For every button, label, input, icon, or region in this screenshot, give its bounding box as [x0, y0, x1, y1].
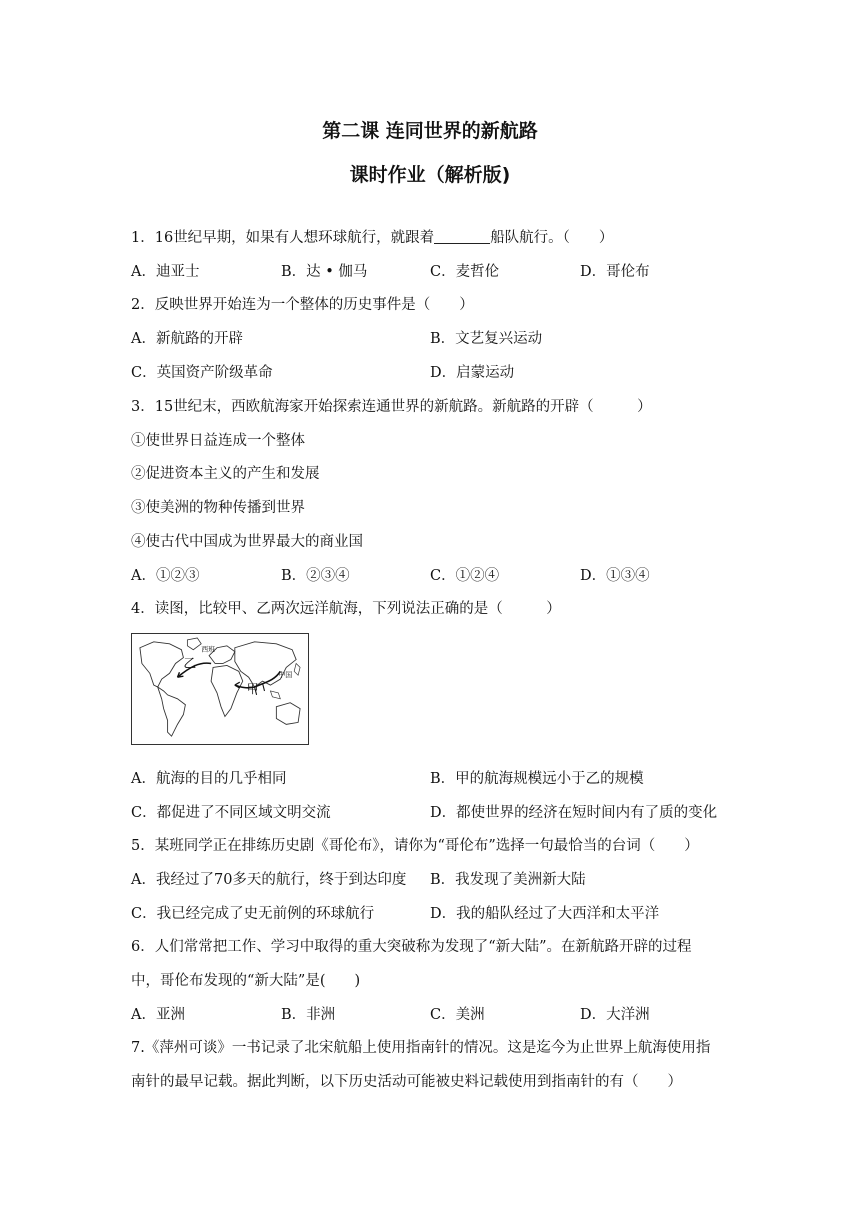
option-c: C．麦哲伦 [430, 264, 500, 280]
question-7-stem-cont: 南针的最早记载。据此判断，以下历史活动可能被史料记载使用到指南针的有（ ） [131, 1074, 682, 1090]
question-2-stem: 2．反映世界开始连为一个整体的历史事件是（ ） [131, 297, 474, 313]
option-c: C．美洲 [430, 1007, 485, 1023]
option-b: B．甲的航海规模远小于乙的规模 [430, 771, 644, 787]
option-a: A．亚洲 [131, 1007, 185, 1023]
route-label-jia: 甲 [246, 681, 259, 696]
option-d: D．我的船队经过了大西洋和太平洋 [430, 906, 660, 922]
option-a: A．新航路的开辟 [131, 331, 243, 347]
option-d: D．哥伦布 [580, 264, 650, 280]
question-5-stem: 5．某班同学正在排练历史剧《哥伦布》，请你为“哥伦布”选择一句最恰当的台词（ ） [131, 838, 699, 854]
option-c: C．①②④ [430, 568, 500, 584]
option-b: B．②③④ [281, 568, 350, 584]
option-c: C．都促进了不同区域文明交流 [131, 805, 331, 821]
option-c: C．英国资产阶级革命 [131, 365, 273, 381]
option-b: B．我发现了美洲新大陆 [430, 872, 586, 888]
option-d: D．都使世界的经济在短时间内有了质的变化 [430, 805, 718, 821]
map-label-west: 西班 [201, 645, 216, 654]
question-3-stem: 3．15世纪末，西欧航海家开始探索连通世界的新航路。新航路的开辟（ ） [131, 399, 652, 415]
page-subtitle: 课时作业（解析版) [349, 164, 511, 186]
option-c: C．我已经完成了史无前例的环球航行 [131, 906, 375, 922]
option-a: A．我经过了70多天的航行，终于到达印度 [131, 872, 407, 888]
question-4-stem: 4．读图，比较甲、乙两次远洋航海，下列说法正确的是（ ） [131, 601, 561, 617]
option-b: B．文艺复兴运动 [430, 331, 543, 347]
option-d: D．启蒙运动 [430, 365, 515, 381]
option-b: B．达 • 伽马 [281, 264, 368, 280]
page-title: 第二课 连同世界的新航路 [322, 120, 538, 142]
map-label-east: 中国 [278, 671, 293, 680]
option-b: B．非洲 [281, 1007, 336, 1023]
question-6-stem: 6．人们常常把工作、学习中取得的重大突破称为发现了“新大陆”。在新航路开辟的过程 [131, 939, 692, 955]
answer-blank [434, 229, 490, 244]
route-label-yi: 乙 [183, 656, 197, 672]
option-a: A．迪亚士 [131, 264, 200, 280]
statement-item: ③使美洲的物种传播到世界 [131, 500, 305, 516]
statement-item: ④使古代中国成为世界最大的商业国 [131, 534, 363, 550]
option-d: D．①③④ [580, 568, 650, 584]
question-7-stem: 7.《萍州可谈》一书记录了北宋航船上使用指南针的情况。这是迄今为止世界上航海使用指 [131, 1040, 711, 1056]
question-1-stem: 1．16世纪早期，如果有人想环球航行，就跟着 船队航行。（ ） [131, 230, 614, 246]
statement-item: ②促进资本主义的产生和发展 [131, 466, 320, 482]
option-d: D．大洋洲 [580, 1007, 650, 1023]
statement-item: ①使世界日益连成一个整体 [131, 433, 305, 449]
question-6-stem-cont: 中，哥伦布发现的“新大陆”是( ) [131, 973, 361, 989]
world-voyage-map [131, 633, 309, 745]
option-a: A．航海的目的几乎相同 [131, 771, 287, 787]
option-a: A．①②③ [131, 568, 200, 584]
